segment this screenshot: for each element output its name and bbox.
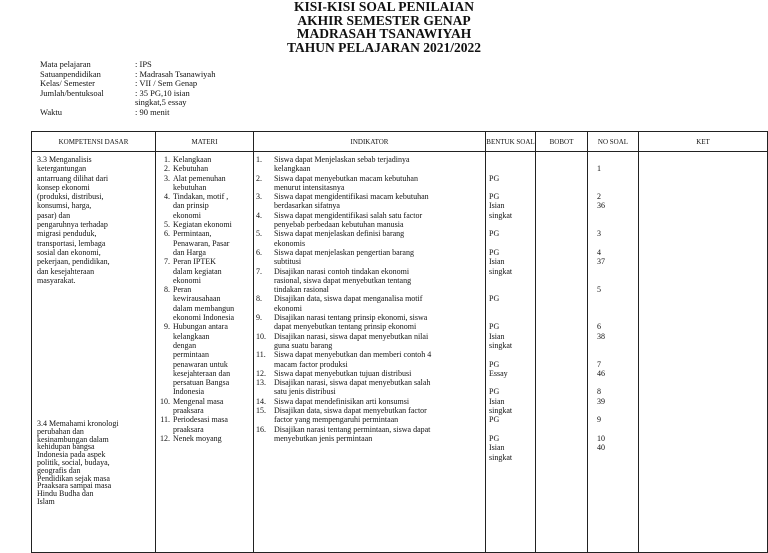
column-entry <box>597 378 605 387</box>
column-entry: 46 <box>597 368 605 378</box>
list-item <box>158 155 246 164</box>
kd-cell <box>32 152 156 553</box>
item-number: 2. <box>164 164 170 174</box>
item-text: Kebutuhan <box>173 164 209 174</box>
column-entry: 1 <box>597 164 601 174</box>
column-entry <box>597 155 605 164</box>
column-entry: 3 <box>597 229 601 239</box>
text-line: pasar) dan <box>37 210 71 220</box>
column-entry: Isian <box>489 257 505 267</box>
column-entry: PG <box>489 247 500 257</box>
item-number: 8. <box>256 294 262 304</box>
item-number: 5. <box>164 220 170 230</box>
text-line: pekerjaan, pendidikan, <box>37 257 110 267</box>
column-entry: PG <box>489 433 500 443</box>
column-entry <box>597 453 605 462</box>
item-number: 10. <box>160 396 170 406</box>
meta-label: Kelas/ Semester <box>40 78 95 89</box>
item-text: Disajikan narasi, siswa dapat menyebutkan salah satu jenis distribusi <box>274 378 431 397</box>
text-line: Pendidikan sejak masa <box>37 473 110 483</box>
column-entry: 2 <box>597 192 601 202</box>
column-entry <box>489 313 512 322</box>
list-item <box>256 248 478 267</box>
document-title <box>0 0 768 54</box>
bobot-cell <box>536 152 588 553</box>
text-line: geografis dan <box>37 465 81 475</box>
column-entry: singkat <box>489 452 513 462</box>
item-number: 10. <box>256 331 266 341</box>
item-number: 11. <box>256 350 266 360</box>
item-text: Disajikan data, siswa dapat menyebutkan factor factor yang mempengaruhi permintaan <box>274 406 427 425</box>
list-item <box>256 332 478 351</box>
list-item <box>256 267 478 295</box>
column-entry: Isian <box>489 201 505 211</box>
text-line: dan kesejahteraan <box>37 266 95 276</box>
item-text: Kegiatan ekonomi <box>173 220 232 230</box>
header-indikator: INDIKATOR <box>254 132 486 152</box>
item-text: Siswa dapat menjelaskan definisi barang ekonomis <box>274 229 405 248</box>
item-text: Disajikan narasi contoh tindakan ekonomi rasional, siswa dapat menyebutkan tentang tindakan rasional <box>274 266 412 295</box>
item-text: Hubungan antara kelangkaan dengan permintaan penawaran untuk kesejahteraan dan persatuan Bangsa Indonesia <box>173 322 231 397</box>
text-line: perubahan dan <box>37 426 84 436</box>
text-line: kesinambungan dalam <box>37 434 109 444</box>
list-item <box>256 294 478 313</box>
column-entry <box>489 183 512 192</box>
item-number: 4. <box>256 210 262 220</box>
column-entry <box>489 378 512 387</box>
column-entry: singkat <box>489 406 513 416</box>
list-item <box>158 174 246 193</box>
column-entry: 7 <box>597 359 601 369</box>
list-item <box>256 425 478 444</box>
column-entry <box>597 220 605 229</box>
list-item <box>256 397 478 406</box>
column-entry <box>489 425 512 434</box>
list-item <box>256 155 478 174</box>
list-item <box>256 211 478 230</box>
table-header-row <box>32 132 768 152</box>
list-item <box>158 397 246 416</box>
column-entry: PG <box>489 387 500 397</box>
column-entry: Isian <box>489 331 505 341</box>
item-text: Mengenal masa praaksara <box>173 396 224 416</box>
header-bentuk-soal: BENTUK SOAL <box>486 132 536 152</box>
column-entry <box>597 304 605 313</box>
item-number: 8. <box>164 285 170 295</box>
column-entry: Isian <box>489 443 505 453</box>
item-number: 12. <box>160 433 170 443</box>
meta-label: Jumlah/bentuksoal <box>40 87 104 98</box>
title-line-3: MADRASAH TSANAWIYAH <box>296 26 472 41</box>
text-line: Indonesia pada aspek <box>37 450 106 460</box>
meta-row <box>40 108 255 118</box>
list-item <box>256 406 478 425</box>
meta-value: : VII / Sem Genap <box>135 78 198 89</box>
indikator-list <box>256 155 478 443</box>
column-entry <box>597 239 605 248</box>
column-entry <box>597 406 605 415</box>
item-text: Disajikan data, siswa dapat menganalisa motif ekonomi <box>274 294 423 313</box>
item-number: 3. <box>164 173 170 183</box>
meta-value: : IPS <box>135 59 152 69</box>
item-number: 14. <box>256 396 266 406</box>
kisi-kisi-table <box>31 131 768 553</box>
column-entry: PG <box>489 359 500 369</box>
column-entry <box>489 220 512 229</box>
column-entry <box>489 304 512 313</box>
column-entry <box>489 276 512 285</box>
list-item <box>256 378 478 397</box>
list-item <box>256 313 478 332</box>
item-text: Siswa dapat mendefinisikan arti konsumsi <box>274 396 410 406</box>
list-item <box>256 369 478 378</box>
text-line: 3.4 Memahami kronologi <box>37 419 119 428</box>
text-line: antarruang dilihat dari <box>37 173 109 183</box>
item-number: 11. <box>160 415 170 425</box>
text-line: ketergantungan <box>37 164 87 174</box>
column-entry <box>489 350 512 359</box>
list-item <box>158 164 246 173</box>
column-entry: 10 <box>597 433 605 443</box>
column-entry: 9 <box>597 415 601 425</box>
column-entry: 6 <box>597 322 601 332</box>
item-text: Disajikan narasi tentang permintaan, siswa dapat menyebutkan jenis permintaan <box>274 424 431 443</box>
list-item <box>256 350 478 369</box>
list-item <box>158 229 246 257</box>
text-line: konsep ekonomi <box>37 182 90 192</box>
item-number: 1. <box>164 155 170 164</box>
item-text: Nenek moyang <box>173 433 222 443</box>
column-entry <box>489 164 512 173</box>
column-entry: PG <box>489 322 500 332</box>
text-line: konsumsi, harga, <box>37 201 92 211</box>
list-item <box>158 322 246 396</box>
column-entry: PG <box>489 294 500 304</box>
bentuk-soal-list <box>489 155 512 462</box>
meta-value: : 35 PG,10 isian <box>135 87 190 98</box>
item-text: Disajikan narasi tentang prinsip ekonomi, siswa dapat menyebutkan tentang prinsip ekonomi <box>274 313 428 332</box>
text-line: migrasi penduduk, <box>37 229 97 239</box>
header-materi: MATERI <box>156 132 254 152</box>
text-line: (produksi, distribusi, <box>37 192 104 202</box>
item-number: 9. <box>164 322 170 332</box>
list-item <box>158 434 246 443</box>
item-text: Alat pemenuhan kebutuhan <box>173 173 226 192</box>
column-entry <box>597 350 605 359</box>
list-item <box>256 229 478 248</box>
column-entry: PG <box>489 192 500 202</box>
item-number: 13. <box>256 378 266 388</box>
meta-value: : Madrasah Tsanawiyah <box>135 68 216 79</box>
no-soal-cell <box>588 152 639 553</box>
item-text: Siswa dapat mengidentifikasi salah satu factor penyebab perbedaan kebutuhan manusia <box>274 210 423 230</box>
column-entry <box>597 294 605 303</box>
item-number: 4. <box>164 192 170 202</box>
column-entry <box>489 239 512 248</box>
list-item <box>256 192 478 211</box>
column-entry: 37 <box>597 257 605 267</box>
column-entry: singkat <box>489 210 513 220</box>
indikator-cell <box>254 152 486 553</box>
column-entry: singkat <box>489 340 513 350</box>
kd-3-4 <box>37 420 145 506</box>
column-entry: 5 <box>597 285 601 295</box>
title-line-4: TAHUN PELAJARAN 2021/2022 <box>286 39 481 55</box>
item-text: Periodesasi masa praaksara <box>173 415 228 434</box>
column-entry <box>597 267 605 276</box>
item-text: Permintaan, Penawaran, Pasar dan Harga <box>173 229 230 257</box>
column-entry: Essay <box>489 368 508 378</box>
meta-label: Satuanpendidikan <box>40 68 101 79</box>
item-number: 7. <box>256 266 262 276</box>
text-line: Hindu Budha dan <box>37 489 94 499</box>
column-entry: PG <box>489 415 500 425</box>
column-entry <box>597 174 605 183</box>
column-entry: 39 <box>597 396 605 406</box>
column-entry: 36 <box>597 201 605 211</box>
meta-value: singkat,5 essay <box>135 97 187 108</box>
ket-cell <box>639 152 768 553</box>
item-text: Siswa dapat Menjelaskan sebab terjadinya kelangkaan <box>274 155 410 174</box>
text-line: pengaruhnya terhadap <box>37 220 108 230</box>
item-text: Kelangkaan <box>173 155 212 164</box>
meta-label: Mata pelajaran <box>40 59 91 69</box>
item-number: 6. <box>256 247 262 257</box>
column-entry: PG <box>489 229 500 239</box>
item-number: 16. <box>256 424 266 434</box>
item-text: Siswa dapat menjelaskan pengertian barang subtitusi <box>274 247 414 267</box>
column-entry <box>597 183 605 192</box>
column-entry <box>597 313 605 322</box>
list-item <box>158 257 246 285</box>
item-number: 1. <box>256 155 262 164</box>
text-line: masyarakat. <box>37 275 76 285</box>
column-entry <box>597 211 605 220</box>
list-item <box>158 285 246 322</box>
item-text: Siswa dapat menyebutkan tujuan distribusi <box>274 368 412 378</box>
materi-list <box>158 155 246 443</box>
column-entry <box>597 425 605 434</box>
item-text: Tindakan, motif , dan prinsip ekonomi <box>173 192 229 220</box>
kd-3-3 <box>37 155 145 285</box>
item-number: 7. <box>164 257 170 267</box>
meta-value: : 90 menit <box>135 106 170 117</box>
item-text: Disajikan narasi, siswa dapat menyebutkan nilai guna suatu barang <box>274 331 429 350</box>
column-entry <box>489 285 512 294</box>
column-entry: singkat <box>489 266 513 276</box>
list-item <box>158 220 246 229</box>
column-entry <box>489 155 512 164</box>
list-item <box>158 192 246 220</box>
header-kompetensi-dasar: KOMPETENSI DASAR <box>32 132 156 152</box>
item-text: Peran IPTEK dalam kegiatan ekonomi <box>173 257 222 285</box>
header-bobot: BOBOT <box>536 132 588 152</box>
item-number: 9. <box>256 313 262 323</box>
column-entry: 40 <box>597 443 605 453</box>
header-no-soal: NO SOAL <box>588 132 639 152</box>
no-soal-list <box>597 155 605 462</box>
item-text: Siswa dapat mengidentifikasi macam kebutuhan berdasarkan sifatnya <box>274 192 429 211</box>
materi-cell <box>156 152 254 553</box>
header-ket: KET <box>639 132 768 152</box>
title-line-1: KISI-KISI SOAL PENILAIAN <box>293 0 475 14</box>
column-entry: 8 <box>597 387 601 397</box>
column-entry: 38 <box>597 331 605 341</box>
list-item <box>256 174 478 193</box>
item-number: 2. <box>256 173 262 183</box>
item-number: 5. <box>256 229 262 239</box>
item-number: 6. <box>164 229 170 239</box>
text-line: kehidupan bangsa <box>37 442 95 452</box>
item-number: 12. <box>256 368 266 378</box>
text-line: Islam <box>37 496 55 506</box>
text-line: 3.3 Menganalisis <box>37 155 92 164</box>
column-entry: PG <box>489 173 500 183</box>
column-entry: Isian <box>489 396 505 406</box>
meta-label: Waktu <box>40 106 62 117</box>
document-meta <box>40 60 255 118</box>
column-entry <box>597 276 605 285</box>
text-line: transportasi, lembaga <box>37 238 106 248</box>
text-line: Praaksara sampai masa <box>37 481 112 491</box>
column-entry: 4 <box>597 247 601 257</box>
title-line-2: AKHIR SEMESTER GENAP <box>297 12 471 28</box>
list-item <box>158 415 246 434</box>
item-text: Siswa dapat menyebutkan dan memberi contoh 4 macam factor produksi <box>274 350 432 369</box>
text-line: sosial dan ekonomi, <box>37 247 101 257</box>
item-number: 15. <box>256 406 266 416</box>
bentuk-soal-cell <box>486 152 536 553</box>
item-number: 3. <box>256 192 262 202</box>
text-line: politik, social, budaya, <box>37 457 110 467</box>
column-entry <box>597 341 605 350</box>
table-row <box>32 152 768 553</box>
item-text: Peran kewirausahaan dalam membangun ekonomi Indonesia <box>173 285 235 323</box>
item-text: Siswa dapat menyebutkan macam kebutuhan menurut intensitasnya <box>274 173 418 192</box>
